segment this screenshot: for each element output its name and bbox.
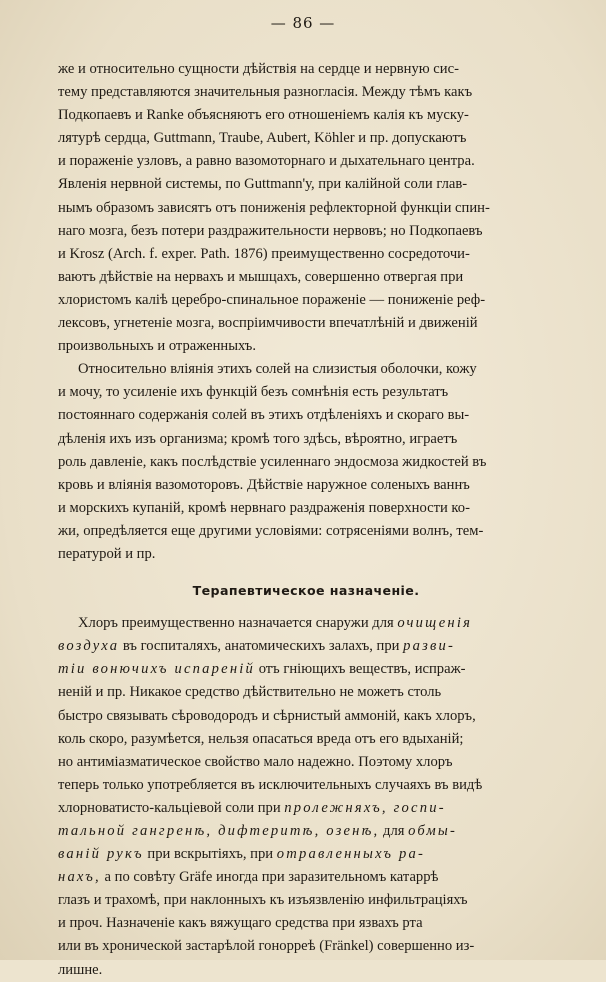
text-line: жи, опредѣляется еще другими условіями: сотрясеніями волнъ, тем-	[58, 522, 484, 539]
text-line: произвольныхъ и отраженныхъ.	[58, 338, 256, 355]
text-line: Подкопаевъ и Ranke объясняютъ его отношеніемъ калія къ муску-	[58, 107, 469, 124]
text-line	[58, 635, 554, 658]
text-run: при вскрытіяхъ, при	[143, 846, 277, 863]
paragraph-1	[58, 58, 554, 358]
emphasized-text: обмы-	[408, 823, 458, 839]
text-line	[58, 797, 554, 820]
text-run: отъ гніющихъ веществъ, испраж-	[255, 661, 466, 678]
text-run: хлорноватисто-кальціевой соли при	[58, 799, 285, 816]
text-line: постояннаго содержанія солей въ этихъ отдѣленіяхъ и скораго вы-	[58, 407, 470, 424]
section-heading: Терапевтическое назначеніе.	[192, 583, 420, 599]
text-run: Хлоръ преимущественно назначается снаружи для	[78, 615, 398, 632]
text-line: кровь и вліянія вазомоторовъ. Дѣйствіе наружное соленыхъ ваннъ	[58, 476, 470, 493]
text-line: роль давленіе, какъ послѣдствіе усиленнаго эндосмоза жидкостей въ	[58, 453, 487, 470]
text-line: и мочу, то усиленіе ихъ функцій безъ сомнѣнія есть результатъ	[58, 384, 449, 401]
text-line	[58, 843, 554, 866]
text-line: наго мозга, безъ потери раздражительности нервовъ; но Подкопаевъ	[58, 222, 483, 239]
text-line: лишне.	[58, 961, 103, 978]
emphasized-text: ваній рукъ	[58, 846, 144, 863]
emphasized-text: отравленныхъ ра-	[276, 846, 426, 863]
emphasized-text: пролежняхъ, госпи-	[284, 799, 446, 816]
text-line	[58, 820, 554, 843]
text-line: Явленія нервной системы, по Guttmann'у, при калійной соли глав-	[58, 176, 468, 193]
text-line: глазъ и трахомѣ, при наклонныхъ къ изъязвленію инфильтраціяхъ	[58, 892, 468, 909]
emphasized-text: тальной гангренѣ, дифтеритѣ, озенѣ,	[58, 823, 380, 839]
text-line: дѣленія ихъ изъ организма; кромѣ того здѣсь, вѣроятно, играетъ	[58, 430, 458, 447]
text-line: лексовъ, угнетеніе мозга, воспріимчивости впечатлѣній и движеній	[58, 315, 478, 332]
text-line: ваютъ дѣйствіе на нервахъ и мышцахъ, совершенно отвергая при	[58, 268, 464, 285]
paragraph-3	[58, 612, 554, 982]
text-line: и Krosz (Arch. f. exper. Path. 1876) преимущественно сосредоточи-	[58, 245, 470, 262]
text-run: для	[379, 823, 409, 839]
emphasized-text: разви-	[403, 638, 456, 655]
emphasized-text: воздуха	[58, 638, 120, 655]
text-line: или въ хронической застарѣлой гонорреѣ (Fränkel) совершенно из-	[58, 938, 475, 955]
text-line: лятурѣ сердца, Guttmann, Traube, Aubert, Köhler и пр. допускаютъ	[58, 130, 467, 147]
text-line: теперь только употребляется въ исключительныхъ случаяхъ въ видѣ	[58, 776, 483, 793]
text-line: пературой и пр.	[58, 545, 156, 562]
emphasized-text: тіи вонючихъ испареній	[58, 661, 256, 678]
text-line: и пораженіе узловъ, а равно вазомоторнаго и дыхательнаго центра.	[58, 153, 475, 170]
text-line: же и относительно сущности дѣйствія на сердце и нервную сис-	[58, 61, 459, 77]
text-line	[58, 612, 554, 635]
text-line: хлористомъ каліѣ церебро-спинальное пораженіе — пониженіе реф-	[58, 291, 486, 308]
text-line	[58, 866, 554, 889]
text-run: а по совѣту Gräfe иногда при заразительномъ катаррѣ	[100, 869, 439, 886]
text-line: и проч. Назначеніе какъ вяжущаго средства при язвахъ рта	[58, 915, 423, 932]
text-line: неній и пр. Никакое средство дѣйствительно не можетъ столь	[58, 684, 442, 701]
text-line: нымъ образомъ зависятъ отъ пониженія рефлекторной функціи спин-	[58, 199, 490, 216]
text-line: но антиміазматическое свойство мало надежно. Поэтому хлоръ	[58, 753, 453, 770]
page-number: — 86 —	[270, 14, 336, 32]
text-line: тему представляются значительныя разногласія. Между тѣмъ какъ	[58, 84, 473, 101]
text-line: Относительно вліянія этихъ солей на слизистыя оболочки, кожу	[78, 361, 477, 378]
emphasized-text: нахъ,	[58, 869, 101, 886]
emphasized-text: очищенія	[397, 615, 473, 632]
text-run: въ госпиталяхъ, анатомическихъ залахъ, при	[119, 638, 404, 655]
text-line: и морскихъ купаній, кромѣ нервнаго раздраженія поверхности ко-	[58, 499, 470, 516]
paragraph-2	[58, 358, 554, 566]
text-line: коль скоро, разумѣется, нельзя опасаться вреда отъ его вдыханій;	[58, 730, 464, 747]
text-line: быстро связывать сѣроводородъ и сѣрнистый аммоній, какъ хлоръ,	[58, 707, 476, 724]
body-text	[58, 58, 554, 982]
text-line	[58, 658, 554, 681]
